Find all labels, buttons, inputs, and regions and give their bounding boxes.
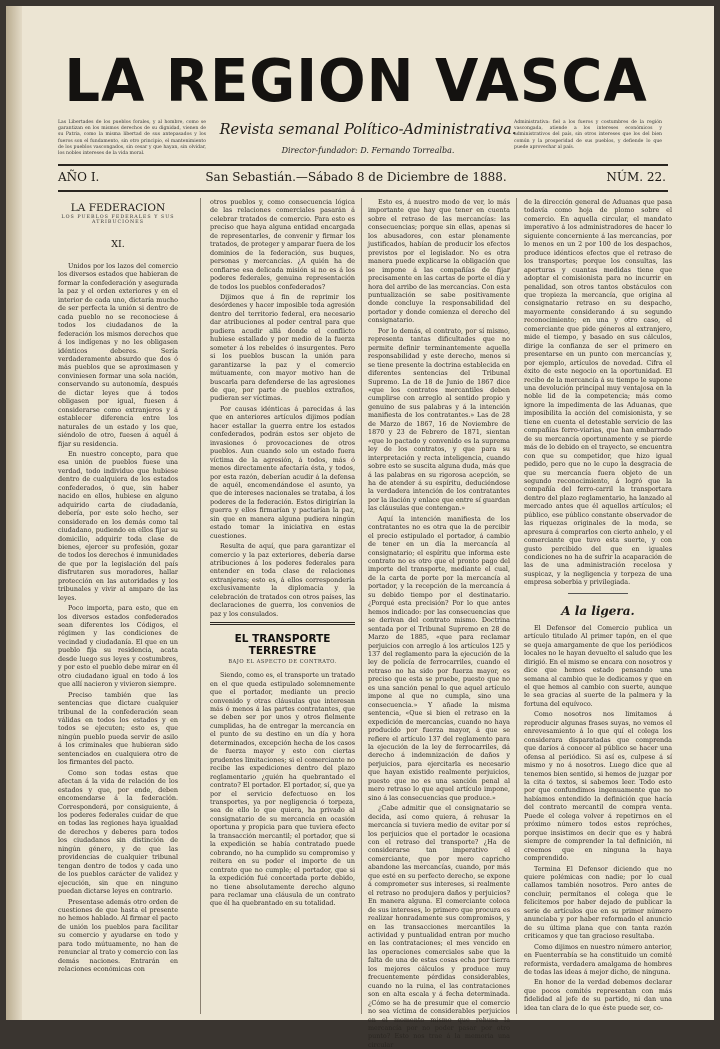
motto-right: Administrativa: fiel a los fueros y costumbres de la región vascongada, atiende a los intereses económicos y administrativos del país, sin otros intereses que los del bien común y la prosperidad de sus pueblos, y defiende lo que puede aprovechar al país.	[514, 120, 662, 150]
paragraph: El Defensor del Comercio publica un artículo titulado Al primer tapón, en el que se queja amargamente de que los periódicos locales no le hayan devuelto el saludo que les dirigió. En el mismo se encara con nosotros y dice que hemos estado pensando una semana al cambio que le dedicamos y que en el que hemos al cambio con suerte, aunque le sea gracias al suerte de la palmera y la fortuna del equívoco.	[524, 623, 672, 708]
paragraph: Siendo, como es, el transporte un tratado en el que queda estipulado solemnemente que el portador, mediante un precio convenido y otras cláusulas que interesan más ó menos á las partes contratantes, que se deben ser por unos y otros fielmente cumplidas, ha de entregar la mercancía en el punto de su destino en un día y hora determinados, excepción hecha de los casos de fuerza mayor y esto con ciertas prudentes limitaciones; si el comerciante no recibe las expediciones dentro del plazo reglamentario ¿quién ha quebrantado el contrato? El portador. El portador, sí, que ya por el servicio defectuoso en los transportes, ya por negligencia ó torpeza, sea de ello lo que quiera, ha privado al consignatario de su mercancía en ocasión oportuna y propicia para que tuviera efecto la transacción mercantil; el portador, que si la expedición se había contratado puede cobrando, no ha cumplido su compromiso y reitera en su poder el importe de un contrato que no cumple; el portador, que si la expedición fué concertada porte debido, no tiene absolutamente derecho alguno para reclamar una cláusula de un contrato que él ha quebrantado en su totalidad.	[210, 671, 355, 908]
paragraph: Preciso también que las sentencias que dictare cualquier tribunal de la confederación sean válidas en todos los estados y en todos se ejecuten; esto es, que ningún pueblo pueda servir de asilo á los criminales que hubieran sido sentenciados en cualquiera otro de los firmantes del pacto.	[58, 690, 178, 767]
article-subtitle-transporte: BAJO EL ASPECTO DE CONTRATO.	[228, 659, 337, 666]
section-divider	[568, 593, 628, 594]
binding-spine	[6, 6, 22, 1020]
section-number: XI.	[111, 239, 125, 250]
column-divider-2	[361, 198, 362, 1014]
paragraph: Termina El Defensor diciendo que no quiere polémicas con nadie; por lo cual callamos también nosotros. Pero antes de concluir, permítanos el colega que le felicitemos por haber dejado de publicar la serie de artículos que en su primer número anunciaba y por haber reformado el anuncio de su última plana que con tanta razón criticamos y que tan gracioso resultaba.	[524, 864, 672, 941]
header-rule-top	[58, 164, 668, 166]
paragraph: Por causas idénticas á parecidas á las que en anteriores artículos dijimos podían hacer estallar la guerra entre los estados confederados, podrán estos ser objeto de invasiones ó provocaciones de otros pueblos. Aun cuando solo un estado fuera víctima de la agresión, á todos, más ó menos directamente afectaría ésta, y todos, por esta razón, deberían acudir á la defensa de aquél, encomendándose el asunto, ya que de intereses nacionales se trataba, á los poderes de la federación. Estos dirigirían la guerra y ellos firmarían y pactarían la paz, sin que en manera alguna pudiera ningún estado tomar la iniciativa en estas cuestiones.	[210, 404, 355, 540]
issue-number: NÚM. 22.	[606, 170, 666, 184]
director-line	[218, 146, 518, 155]
article-separator	[210, 622, 355, 625]
paragraph: de la dirección general de Aduanas que pasa todavía como hoja de plomo sobre el comercio. En aquella circular, el mandato imperativo á los administradores de hacer lo siguiente concerniente á las mercancías, por lo menos en un 2 por 100 de los despachos, produce idénticos efectos que el retraso de los transportes; porque los consultas, las aperturas y cuantas medidas tiene que adoptar el comisionista para no incurrir en penalidad, son otros tantos obstáculos con que tropieza la mercancía, que origina al consignatario retraso en su despacho, mayormente considerando á su segundo reconocimiento; en una y otro caso, el comerciante que pide géneros al extranjero, mide el tiempo, y basado en sus cálculos, dirige la confianza de ser el primero en presentarse en un punto con mercancías y, por ejemplo, artículos de novedad. Cifra el éxito de este negocio en la oportunidad. El recibo de la mercancía á su tiempo le supone una devolución principal muy ventajosa en la noble lid de la competencia; más como ignore la impedimenta de las Aduanas, que imposibilita la acción del comisionista, y se tiene en cuenta el detestable servicio de las compañías ferro-viarias, que han embarrado de su mercancía oportunamente y se pierde más de lo debido en el trayecto, se encuentra con que su competidor, que hizo igual pedido, pero que no le cupo la desgracia de que su mercancía fuera objeto de un segundo reconocimiento, á logró que la compañía del ferro-carril la transportara dentro del plazo reglamentario, ha lanzado al mercado antes que él aquellos artículos; el público, ese público constante observador de las riquezas originales de la moda, se apresura á comprarlos con cierto anhelo, y el comerciante que tuvo esta suerte, y con gusto percibido del que en iguales condiciones no ha de sufrir la acaparación de las de una administración recelosa y suspicaz, y la negligencia y torpeza de una empresa soberbia y privilegiada.	[524, 198, 672, 587]
newspaper-page	[6, 6, 714, 1049]
paragraph: ¿Cabe admitir que el consignatario se decida, así como quiera, á rehusar la mercancía si tuviera medio de evitar por sí los perjuicios que el portador le ocasiona con el retraso del transporte? ¿Ha de considerarse tan imperativo el comerciante, que por mero capricho abandone las mercancías, cuando, por más que esté en su perfecto derecho, se expone á comprometer sus intereses, si realmente el retraso no produjera daños y perjuicios? En manera alguna. El comerciante coloca de sus intereses, lo primero que procura es realizar honradamente sus compromisos, y en las transacciones mercantiles la actividad y puntualidad entran por mucho en las contrataciones; el mes vencido en las operaciones comerciales sabe que la falta de una de estas cosas echa por tierra los mejores cálculos y produce muy frecuentemente pérdidas considerables, cuando no la ruina, el las contrataciones son en alta escala y á fecha determinada. ¿Cómo se ha de presumir que el comercio no sea víctima de considerables perjuicios en el momento mismo que rehusa la mercancía por no poder pasar por otro punto? Esto nos trae á la memoria una circular	[368, 804, 510, 1049]
column-3	[368, 198, 510, 1049]
paragraph: Aquí la intención manifiesta de los contratantes no es otra que la de percibir el precio estipulado el portador, á cambio de tener en un día la mercancía al consignatario; el espíritu que informa este contrato no es otro que el pronto pago del importe del transporte, mediante el cual, de la carta de porte por la mercancía al portador, y la recepción de la mercancía á su debido tiempo por el destinatario. ¿Porqué esta precisión? Por lo que antes hemos indicado: por las consecuencias que se derivan del contrato mismo. Doctrina sentada por el Tribunal Supremo en 28 de Marzo de 1885, «que para reclamar perjuicios con arreglo á los artículos 125 y 137 del reglamento para la ejecución de la ley de policía de ferrocarriles, cuando el retraso no ha sido por fuerza mayor, es preciso que esta se pruebe, puesto que no es una sanción penal lo que aquel artículo impone al que no cumpla, sino una consecuencia.» Y añade la misma sentencia, «Que si bien el retraso en la expedición de mercancías, cuando no haya producido por fuerza mayor, á que se refiere el artículo 137 del reglamento para la ejecución de la ley de ferrocarriles, dá derecho á indemnización de daños y perjuicios, para ejercitarla es necesario que hayan existido realmente perjuicios, puesto que no es una sanción penal al mero retraso lo que aquel artículo impone, sino á las consecuencias que produce.»	[368, 514, 510, 802]
article-title-transporte: EL TRANSPORTE TERRESTRE	[234, 633, 331, 658]
masthead-title: LA REGION VASCA	[64, 47, 648, 116]
paragraph: otros pueblos y, como consecuencia lógica de las relaciones comerciales pasarán á celebrar tratados de comercio. Para esto es preciso que haya alguna entidad encargada de representarles, de convenir y firmar los tratados, de proteger y amparar fuera de los dominios de la federación, sus buques, personas y mercancías. ¿A quién ha de confiarse esa delicada misión si no es á los poderes federales, genuina representación de todos los pueblos confederados?	[210, 198, 355, 291]
paragraph: Dijimos que á fin de reprimir los desórdenes y hacer imposible toda agresión dentro del territorio federal, era necesario dar atribuciones al poder central para que pudiera acudir allá donde el conflicto hubiese estallado y por medio de la fuerza someter á los rebeldes ó insurgentes. Pero si los pueblos buscan la unión para garantizarse la paz y el comercio mútuamente, con mayor motivo han de buscarla para defenderse de las agresiones de que, por parte de pueblos extraños, pudieran ser víctimas.	[210, 292, 355, 403]
paragraph: Esto es, á nuestro modo de ver, lo más importante que hay que tener en cuenta sobre el retraso de las mercancías: las consecuencias; porque sin ellas, apenas si los abusadores, con estar plenamente justificados, habían de producir los efectos previstos por el legislador. No es otra manera puede explicarse la obligación que se impone á las compañías de fijar precisamente en las cartas de porte el día y hora del arribo de las mercancías. Con esta puntualización se sabe positivamente donde concluye la responsabilidad del portador y donde comienza el derecho del consignatario.	[368, 198, 510, 325]
paragraph: Como son todas estas que afectan á la vida de relación de los estados y que, por ende, deben encomendarse á la federación. Corresponderá, por consiguiente, á los poderes federales cuidar de que en todas las regiones haya igualdad de derechos y deberes para todos los ciudadanos sin distinción de ningún género, y de que las providencias de cualquier tribunal tengan dentro de todos y cada uno de los pueblos carácter de validez y ejecución, sin que en ninguno puedan dictarse leyes en contrario.	[58, 768, 178, 896]
article-title-federacion: LA FEDERACION	[70, 202, 166, 214]
header-rule-bottom	[58, 190, 668, 192]
director-name: D. Fernando Torrealba.	[360, 146, 455, 155]
paragraph: Presentase además otro orden de cuestiones de que hasta el presente no hemos hablado. Al firmar el pacto de unión los pueblos para facilitar su comercio y ayudarse en todo y para todo mútuamente, no han de renunciar al trato y comercio con las demás naciones. Entrarán en relaciones económicas con	[58, 897, 178, 974]
paragraph: Unidos por los lazos del comercio los diversos estados que habieran de formar la confederación y asegurada la paz y el orden exteriores y en el interior de cada uno, dictaría mucho de ser perfecta la unión si dentro de cada pueblo no se reconociese á todos los ciudadanos de la federación los mismos derechos que á los indígenas y no les obligasen idénticos deberes. Sería verdaderamente absurdo que dos ó más pueblos que se aproximasen y conviniesen formar una sola nación, conservando su autonomía, después de dictar leyes que á todos obligasen por igual, fuesen á considerarse como extranjeros y á establecer diferencia entre los naturales de un estado y los que, siéndolo de otro, fuesen á aquél á fijar su residencia.	[58, 262, 178, 448]
motto-left: Las Libertades de los pueblos forales, y al hombre, como se garantizan en los mismos derechos de su dignidad, vienen de su Patria, como la misma libertad de sus antepasados y los fueros son el fundamento, sin otro principio, el mantenimiento de los pueblos vascongados, sin cesar y que hayan, sin olvidar, los nobles intereses de la vida moral.	[58, 120, 206, 157]
issue-year: AÑO I.	[58, 170, 100, 184]
director-label: Director-fundador:	[281, 146, 358, 155]
paragraph: Como dijimos en nuestro número anterior, en Fuenterrabía se ha constituido un comité reformista, verdadera amalgama de hombres de todas las ideas á mejor dicho, de ninguna.	[524, 942, 672, 976]
column-1	[58, 198, 178, 1014]
paragraph: En nuestro concepto, para que esa unión de pueblos fuese una verdad, todo individuo que hubiese dentro de cualquiera de los estados confederados, ó que, sin haber nacido en ellos, hubiese en alguno adquirido carta de ciudadanía, debería, por este solo hecho, ser considerado en los demás como tal ciudadano, pudiendo en ellos fijar su domicilio, adquirir toda clase de bienes, ejercer su profesión, gozar de todos los derechos é inmunidades de que por la legislación del país disfrutaren sus moradores, hallar protección en las autoridades y los tribunales y vivir al amparo de las leyes.	[58, 449, 178, 602]
paragraph: Resulta de aquí, que para garantizar el comercio y la paz exteriores, debería darse atribuciones á los poderes federales para entender en toda clase de relaciones extranjeras; esto es, á ellos correspondería exclusivamente la diplomacia y la celebración de tratados con otros países, las declaraciones de guerra, los convenios de paz y los consulados.	[210, 542, 355, 618]
column-divider-1	[200, 198, 201, 1014]
paragraph: Como nosotros nos limitamos á reproducir algunas frases suyas, no vemos el enrevesamiento á lo que quí el colega los considerara disparatadas que comprenda que daríos á conocer al público se hacer una ofensa al periódico. Si así es, culpese á sí mismo y no á nosotros. Luego dice que al tenemos bien sentido, si hemos de juzgar por la cita ó textos, si sabemos leer. Todo esto por que confundimos ingenuamente que no habíamos entendido la definición que hacía del contrato mercantil de compra venta. Puede el colega volver á repetirnos en el próximo número todos estos repróches, porque insistimos en decir que es y habrá siempre de comprender la tal definición, ni creemos que en ninguna la haya comprendido.	[524, 710, 672, 863]
paragraph: Poco importa, para esto, que en los diversos estados confederados sean diferentes los Códigos, el régimen y las condiciones de vecindad y ciudadanía. El que en un pueblo fija su residencia, acata desde luego sus leyes y costumbres, y por esto el pueblo debe mirar en él otro ciudadano igual en todo á los que allí nacieron y vivieron siempre.	[58, 604, 178, 689]
article-title-ligera: A la ligera.	[561, 603, 635, 618]
article-subtitle-federacion: LOS PUEBLOS FEDERALES Y SUS ATRIBUCIONES	[61, 215, 175, 225]
newspaper-subtitle: Revista semanal Político-Administrativa.	[219, 122, 517, 138]
paragraph: En honor de la verdad debemos declarar que pocos comités representan con más fidelidad al jefe de su partido, ni dan una idea tan clara de lo que éste puede ser, co-	[524, 978, 672, 1012]
column-2	[210, 198, 355, 1014]
paragraph: Por lo demás, el contrato, por sí mismo, representa tantas dificultades que no permite definir terminantemente aquella responsabilidad y este derecho, menos si se tiene presente la doctrina establecida en diferentes sentencias del Tribunal Supremo. La de 18 de Junio de 1867 dice «que los contratos mercantiles deben cumplirse con arreglo al sentido propio y genuino de sus palabras y á la intención manifiesta de los contratantes.» Las de 28 de Marzo de 1867, 16 de Noviembre de 1870 y 23 de Febrero de 1871, sientan «que lo pactado y convenido es la suprema ley de los contratos, y que para su interpretación y recta inteligencia, cuando sobre esto se suscita alguna duda, más que á las palabras en su rigorosa acepción, se ha de atender á su espíritu, deduciéndose la verdadera intención de los contratantes por la ilación y enlace que entre sí guardan las cláusulas que contengan.»	[368, 326, 510, 513]
column-divider-3	[516, 198, 517, 1014]
issue-dateline: San Sebastián.—Sábado 8 de Diciembre de 1888.	[205, 170, 507, 184]
column-4	[524, 198, 672, 1014]
